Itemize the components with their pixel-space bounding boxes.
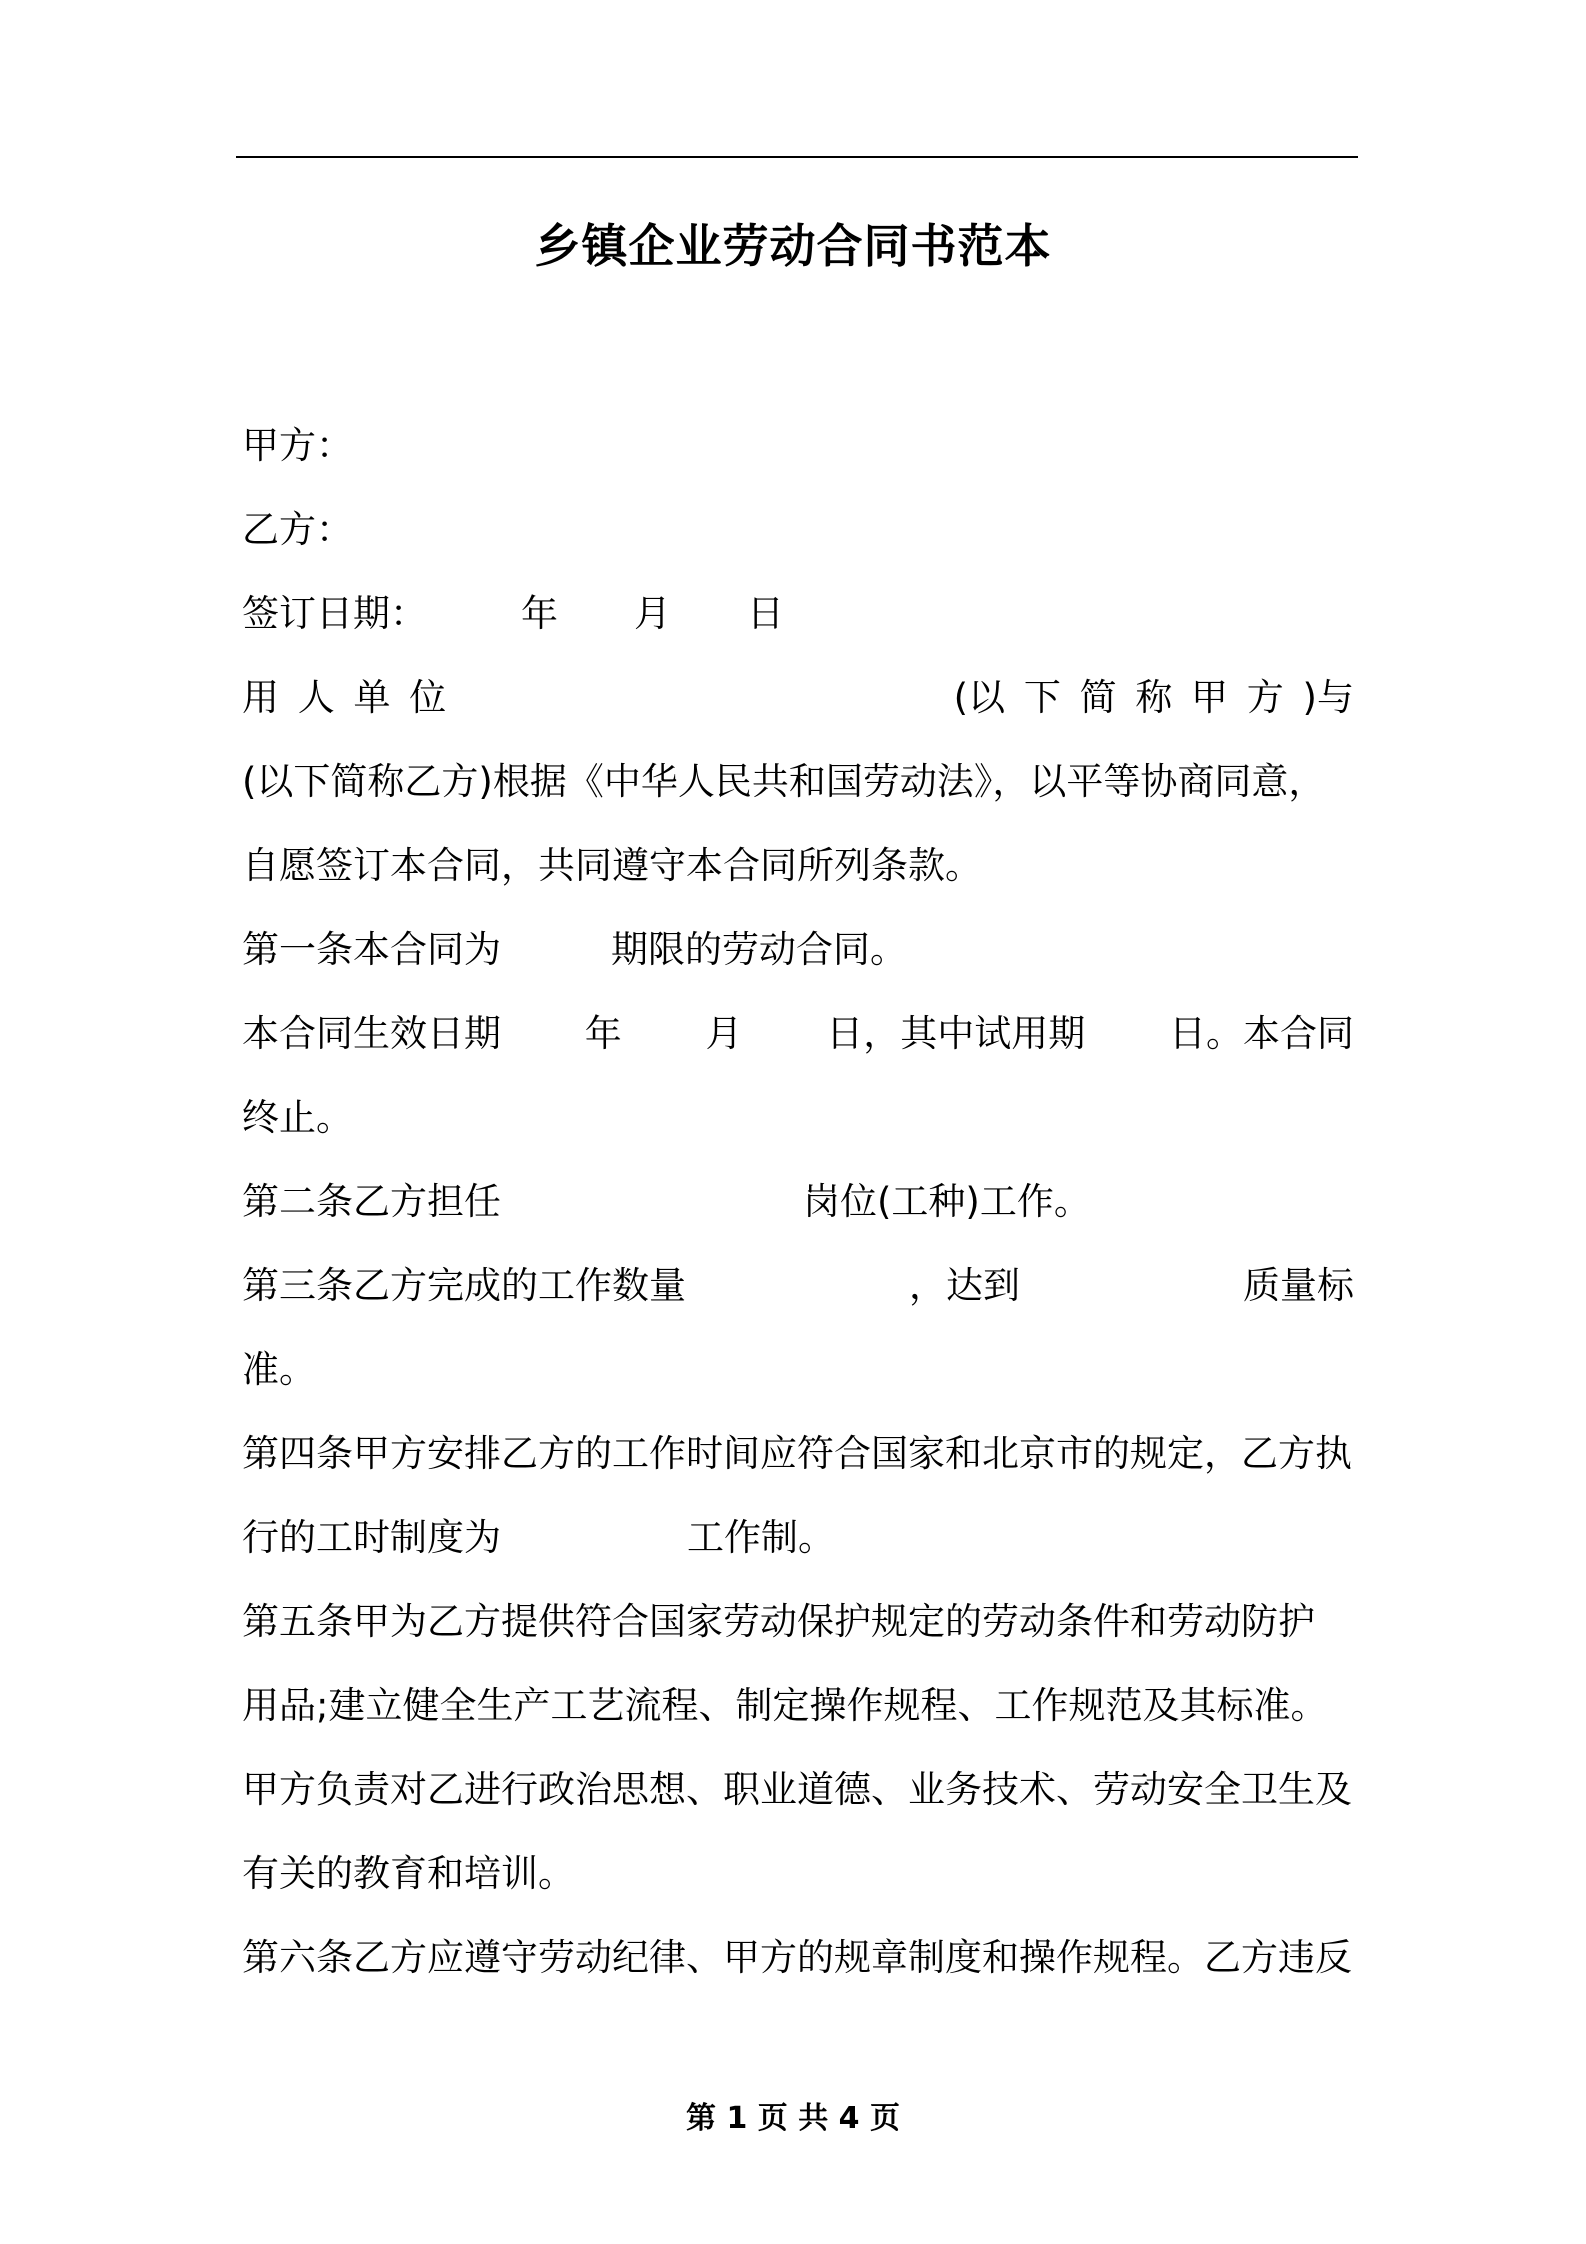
article-4-text-b: 工作制。 — [687, 1516, 835, 1559]
effective-year: 年 — [584, 1012, 622, 1055]
employer-char: 位 — [409, 676, 447, 719]
article-6-line-1: 第六条乙方应遵守劳动纪律、甲方的规章制度和操作规程。乙方违反 — [242, 1936, 1352, 1979]
effective-date-line — [242, 992, 1354, 1076]
article-3-text-a: 第三条乙方完成的工作数量 — [242, 1264, 686, 1307]
employer-char: 单 — [353, 676, 391, 719]
article-4-line-1: 第四条甲方安排乙方的工作时间应符合国家和北京市的规定，乙方执 — [242, 1432, 1352, 1475]
sign-date-year: 年 — [521, 592, 558, 635]
article-3 — [242, 1244, 1354, 1328]
effective-month: 月 — [705, 1012, 743, 1055]
sign-date-day: 日 — [747, 592, 784, 635]
effective-text-c: 日。本合同 — [1169, 1012, 1354, 1055]
employer-char: 用 — [242, 676, 279, 719]
article-5-line-3: 甲方负责对乙进行政治思想、职业道德、业务技术、劳动安全卫生及 — [242, 1768, 1352, 1811]
employer-tail-char: 称 — [1135, 676, 1173, 719]
intro-line-1: (以下简称乙方)根据《中华人民共和国劳动法》，以平等协商同意， — [242, 760, 1326, 803]
employer-tail-char: (以 — [953, 676, 1006, 719]
employer-tail-char: 下 — [1023, 676, 1061, 719]
sign-date-month: 月 — [634, 592, 671, 635]
employer-tail-char: )与 — [1302, 676, 1354, 719]
article-4-text-a: 行的工时制度为 — [242, 1516, 501, 1559]
intro-line-2: 自愿签订本合同，共同遵守本合同所列条款。 — [242, 844, 982, 887]
employer-line — [242, 656, 1354, 740]
sign-date-line — [242, 572, 1354, 656]
document-title: 乡镇企业劳动合同书范本 — [534, 219, 1052, 273]
employer-tail-char: 简 — [1079, 676, 1117, 719]
effective-text-a: 本合同生效日期 — [242, 1012, 501, 1055]
article-5-line-2: 用品;建立健全生产工艺流程、制定操作规程、工作规范及其标准。 — [242, 1684, 1328, 1727]
article-3-text-b: ，达到 — [909, 1264, 1020, 1307]
sign-date-label: 签订日期： — [242, 592, 427, 635]
header-rule — [236, 156, 1358, 158]
article-3-text-c: 质量标 — [1243, 1264, 1354, 1307]
document-body — [242, 404, 1354, 2000]
employer-tail-char: 甲 — [1191, 676, 1229, 719]
article-5-line-4: 有关的教育和培训。 — [242, 1852, 575, 1895]
article-3-line-2: 准。 — [242, 1348, 316, 1391]
article-1 — [242, 908, 1354, 992]
article-1-text-a: 第一条本合同为 — [242, 928, 501, 971]
effective-line-2: 终止。 — [242, 1096, 353, 1139]
article-5-line-1: 第五条甲为乙方提供符合国家劳动保护规定的劳动条件和劳动防护 — [242, 1600, 1315, 1643]
employer-tail-char: 方 — [1246, 676, 1284, 719]
article-2-text-b: 岗位(工种)工作。 — [803, 1180, 1091, 1223]
employer-char: 人 — [297, 676, 335, 719]
article-2 — [242, 1160, 1354, 1244]
page-number-footer: 第 1 页 共 4 页 — [686, 2101, 900, 2136]
effective-text-b: 日，其中试用期 — [826, 1012, 1086, 1055]
article-2-text-a: 第二条乙方担任 — [242, 1180, 501, 1223]
article-1-text-b: 期限的劳动合同。 — [611, 928, 907, 971]
employer-blank — [465, 656, 935, 740]
party-b-line: 乙方： — [242, 508, 353, 551]
party-a-line: 甲方： — [242, 424, 353, 467]
article-4-line-2 — [242, 1496, 1354, 1580]
